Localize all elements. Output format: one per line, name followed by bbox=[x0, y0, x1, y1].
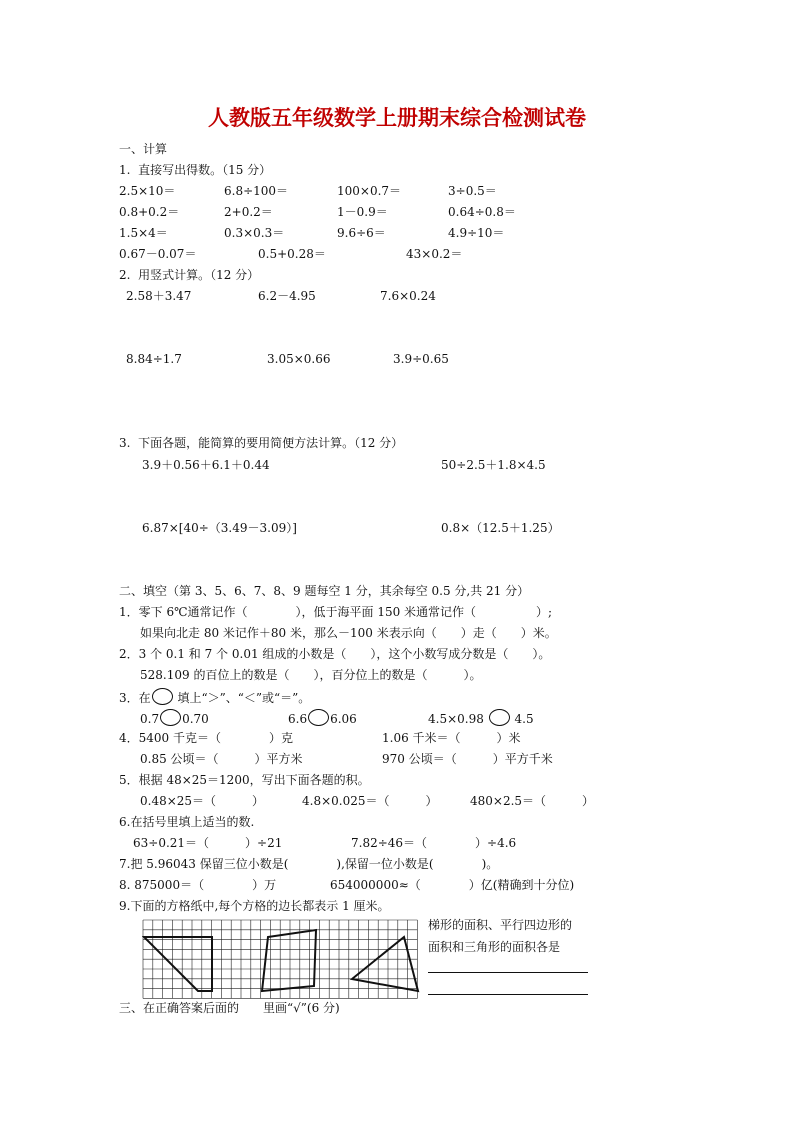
answer-line bbox=[428, 994, 588, 995]
fill-line: 4．5400 千克＝（ ）克 bbox=[119, 731, 293, 745]
calc-item: 2.5×10＝ bbox=[119, 184, 176, 198]
fill-line: 0.85 公顷＝（ ）平方米 bbox=[140, 752, 303, 766]
vertical-calc-item: 3.9÷0.65 bbox=[393, 352, 449, 366]
section2-heading: 二、填空（第 3、5、6、7、8、9 题每空 1 分，其余每空 0.5 分,共 21 分） bbox=[119, 584, 530, 598]
fill-line: 1．零下 6℃通常记作（ ），低于海平面 150 米通常记作（ ）; bbox=[119, 605, 553, 619]
simplify-item: 50÷2.5＋1.8×4.5 bbox=[441, 458, 546, 472]
section1-heading: 一、计算 bbox=[119, 142, 168, 156]
vertical-calc-item: 2.58＋3.47 bbox=[126, 289, 192, 303]
fill-line: 7.把 5.96043 保留三位小数是( ),保留一位小数是( )。 bbox=[119, 857, 499, 871]
fill-item: 4.8×0.025＝（ ） bbox=[302, 794, 438, 808]
vertical-calc-item: 7.6×0.24 bbox=[380, 289, 436, 303]
q3-heading: 3. 下面各题，能简算的要用简便方法计算。（12 分） bbox=[119, 436, 404, 450]
vertical-calc-item: 6.2－4.95 bbox=[258, 289, 316, 303]
calc-item: 0.64÷0.8＝ bbox=[448, 205, 516, 219]
vertical-calc-item: 8.84÷1.7 bbox=[126, 352, 182, 366]
calc-item: 3÷0.5＝ bbox=[448, 184, 497, 198]
side-question-line: 梯形的面积、平行四边形的 bbox=[428, 918, 573, 932]
side-question-line: 面积和三角形的面积各是 bbox=[428, 940, 561, 954]
fill-item: 480×2.5＝（ ） bbox=[470, 794, 595, 808]
fill-line bbox=[119, 688, 310, 706]
compare-left: 0.7 bbox=[140, 712, 160, 726]
page-title: 人教版五年级数学上册期末综合检测试卷 bbox=[208, 105, 586, 130]
fill-line: 5．根据 48×25＝1200，写出下面各题的积。 bbox=[119, 773, 370, 787]
fill-line: 8. 875000＝（ ）万 bbox=[119, 878, 277, 892]
calc-item: 100×0.7＝ bbox=[337, 184, 402, 198]
calc-item: 6.8÷100＝ bbox=[224, 184, 289, 198]
compare-item bbox=[428, 709, 534, 727]
fill-line: 654000000≈（ ）亿(精确到十分位) bbox=[330, 878, 575, 892]
fill-item: 0.48×25＝（ ） bbox=[140, 794, 265, 808]
compare-right: 6.06 bbox=[330, 712, 357, 726]
compare-circle[interactable] bbox=[160, 709, 181, 726]
compare-item bbox=[140, 709, 209, 727]
fill-line: 如果向北走 80 米记作＋80 米，那么－100 米表示向（ ）走（ ）米。 bbox=[140, 626, 557, 640]
section3-heading: 三、在正确答案后面的 里画“√”(6 分) bbox=[119, 1001, 340, 1015]
circle-blank-icon bbox=[152, 688, 173, 705]
square-grid-figure bbox=[142, 919, 422, 999]
fill-line-suffix: 填上“＞”、“＜”或“＝”。 bbox=[173, 691, 311, 705]
answer-line bbox=[428, 972, 588, 973]
fill-line: 6.在括号里填上适当的数. bbox=[119, 815, 255, 829]
simplify-item: 3.9＋0.56＋6.1＋0.44 bbox=[142, 458, 270, 472]
fill-line: 970 公顷＝（ ）平方千米 bbox=[382, 752, 553, 766]
compare-circle[interactable] bbox=[489, 709, 510, 726]
fill-line: 1.06 千米＝（ ）米 bbox=[382, 731, 521, 745]
triangle-shape bbox=[352, 937, 418, 991]
fill-item: 63÷0.21＝（ ）÷21 bbox=[133, 836, 283, 850]
fill-line: 2．3 个 0.1 和 7 个 0.01 组成的小数是（ ），这个小数写成分数是（ ）。 bbox=[119, 647, 551, 661]
simplify-item: 0.8×（12.5＋1.25） bbox=[441, 521, 560, 535]
calc-item: 2+0.2＝ bbox=[224, 205, 273, 219]
q1-heading: 1. 直接写出得数。（15 分） bbox=[119, 163, 272, 177]
compare-circle[interactable] bbox=[308, 709, 329, 726]
calc-item: 1.5×4＝ bbox=[119, 226, 168, 240]
fill-line: 9.下面的方格纸中,每个方格的边长都表示 1 厘米。 bbox=[119, 899, 390, 913]
compare-right: 4.5 bbox=[514, 712, 534, 726]
calc-item: 0.3×0.3＝ bbox=[224, 226, 285, 240]
compare-left: 6.6 bbox=[288, 712, 308, 726]
calc-item: 43×0.2＝ bbox=[406, 247, 463, 261]
simplify-item: 6.87×[40÷（3.49－3.09）] bbox=[142, 521, 297, 535]
calc-item: 9.6÷6＝ bbox=[337, 226, 386, 240]
fill-item: 7.82÷46＝（ ）÷4.6 bbox=[351, 836, 517, 850]
fill-line-prefix: 3．在 bbox=[119, 691, 151, 705]
calc-item: 0.8+0.2＝ bbox=[119, 205, 180, 219]
compare-right: 0.70 bbox=[182, 712, 209, 726]
calc-item: 0.67－0.07＝ bbox=[119, 247, 197, 261]
vertical-calc-item: 3.05×0.66 bbox=[267, 352, 331, 366]
calc-item: 1－0.9＝ bbox=[337, 205, 388, 219]
calc-item: 0.5+0.28＝ bbox=[258, 247, 326, 261]
fill-line: 528.109 的百位上的数是（ ），百分位上的数是（ ）。 bbox=[140, 668, 482, 682]
calc-item: 4.9÷10＝ bbox=[448, 226, 505, 240]
compare-item bbox=[288, 709, 357, 727]
compare-left: 4.5×0.98 bbox=[428, 712, 484, 726]
q2-heading: 2. 用竖式计算。（12 分） bbox=[119, 268, 260, 282]
